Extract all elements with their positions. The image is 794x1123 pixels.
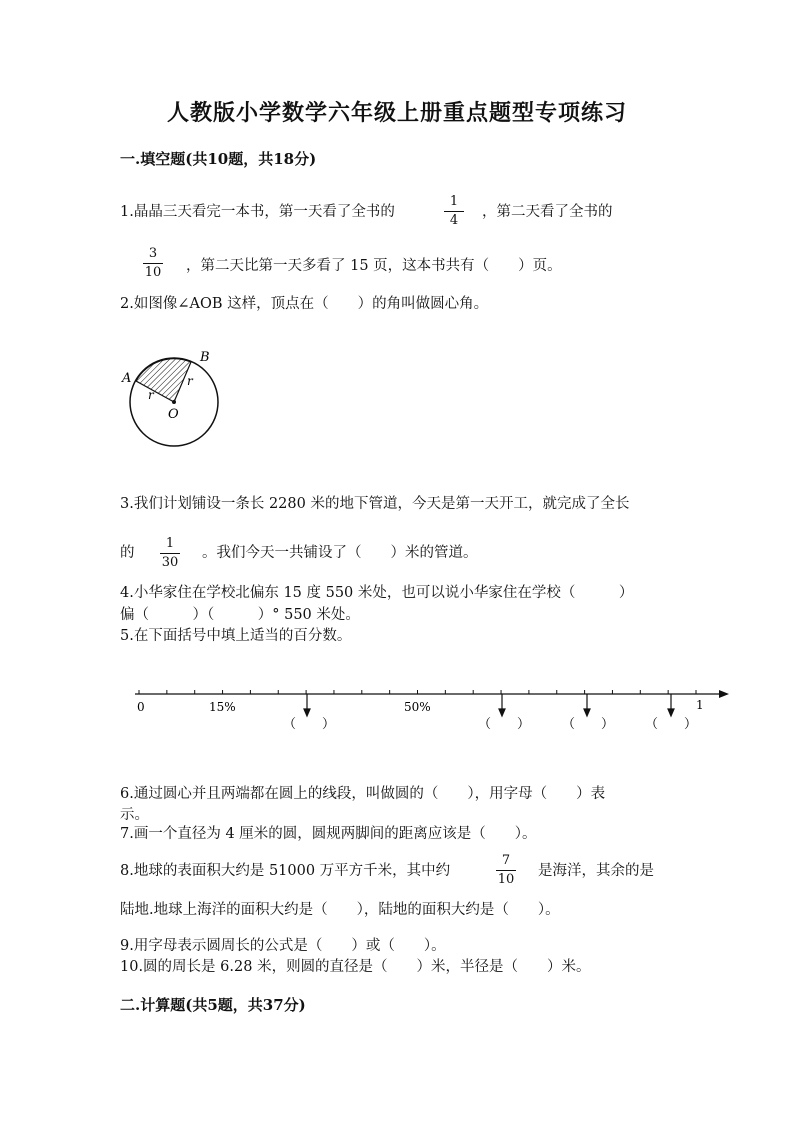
pointer-arrowhead: [668, 709, 674, 716]
fraction-denominator: 10: [144, 265, 162, 280]
hatched-sector: [136, 359, 191, 402]
center-point: [172, 400, 176, 404]
question-4-part-a: 4.小华家住在学校北偏东 15 度 550 米处，也可以说小华家住在学校（ ）: [120, 585, 634, 601]
fraction-numerator: 1: [165, 536, 175, 551]
answer-blank-3: （ ）: [562, 717, 615, 732]
percent-number-line: [125, 682, 735, 737]
fraction-denominator: 4: [449, 213, 459, 228]
number-line-pointers: [304, 694, 674, 716]
fraction-bar: [444, 211, 464, 212]
question-4-part-b: 偏（ ）（ ）° 550 米处。: [120, 607, 360, 623]
label-radius-left: r: [148, 388, 154, 402]
question-8-part-c: 陆地.地球上海洋的面积大约是（ ），陆地的面积大约是（ ）。: [120, 902, 560, 918]
tick-label-15-percent: 15%: [209, 700, 236, 714]
label-a: A: [122, 371, 132, 386]
number-line-arrowhead: [719, 690, 729, 698]
number-line-ticks: [139, 690, 696, 694]
fraction-denominator: 10: [497, 872, 515, 887]
fraction-bar: [143, 263, 163, 264]
tick-label-50-percent: 50%: [404, 700, 431, 714]
question-3-part-b: 的: [120, 545, 135, 561]
question-5: 5.在下面括号中填上适当的百分数。: [120, 628, 352, 644]
section-heading-calculation: 二.计算题(共5题，共37分): [120, 996, 306, 1014]
label-o: O: [168, 407, 179, 422]
page-title: 人教版小学数学六年级上册重点题型专项练习: [166, 100, 627, 126]
pointer-arrowhead: [499, 709, 505, 716]
fraction-seven-tenths: [492, 853, 520, 888]
question-1-part-c: ，第二天比第一天多看了 15 页，这本书共有（ ）页。: [186, 258, 562, 274]
question-6-part-a: 6.通过圆心并且两端都在圆上的线段，叫做圆的（ ），用字母（ ）表: [120, 786, 606, 802]
fraction-numerator: 7: [501, 853, 511, 868]
answer-blank-1: （ ）: [283, 717, 336, 732]
question-6-part-b: 示。: [120, 807, 149, 823]
label-radius-right: r: [187, 374, 193, 388]
question-1-part-a: 1.晶晶三天看完一本书，第一天看了全书的: [120, 204, 395, 220]
section-heading-fill-in: 一.填空题(共10题，共18分): [120, 150, 317, 168]
fraction-one-quarter: [440, 194, 468, 229]
fraction-numerator: 1: [449, 194, 459, 209]
answer-blank-4: （ ）: [645, 717, 698, 732]
question-3-part-c: 。我们今天一共铺设了（ ）米的管道。: [202, 545, 478, 561]
pointer-arrowhead: [304, 709, 310, 716]
fraction-numerator: 3: [148, 246, 158, 261]
question-2: 2.如图像∠AOB 这样，顶点在（ ）的角叫做圆心角。: [120, 296, 489, 312]
question-8-part-a: 8.地球的表面积大约是 51000 万平方千米，其中约: [120, 863, 451, 879]
question-9: 9.用字母表示圆周长的公式是（ ）或（ ）。: [120, 938, 446, 954]
circle-central-angle-figure: [110, 345, 235, 460]
question-8-part-b: 是海洋，其余的是: [538, 863, 654, 879]
fraction-bar: [160, 553, 180, 554]
fraction-bar: [496, 870, 516, 871]
pointer-arrowhead: [584, 709, 590, 716]
question-7: 7.画一个直径为 4 厘米的圆，圆规两脚间的距离应该是（ ）。: [120, 826, 537, 842]
question-3-part-a: 3.我们计划铺设一条长 2280 米的地下管道，今天是第一天开工，就完成了全长: [120, 496, 630, 512]
answer-blank-2: （ ）: [478, 717, 531, 732]
fraction-three-tenths: [139, 246, 167, 281]
question-1-part-b: ，第二天看了全书的: [482, 204, 613, 220]
fraction-denominator: 30: [161, 555, 179, 570]
tick-label-1: 1: [696, 698, 704, 712]
label-b: B: [200, 350, 210, 365]
tick-label-0: 0: [137, 700, 145, 714]
question-10: 10.圆的周长是 6.28 米，则圆的直径是（ ）米，半径是（ ）米。: [120, 959, 591, 975]
fraction-one-thirtieth: [156, 536, 184, 571]
